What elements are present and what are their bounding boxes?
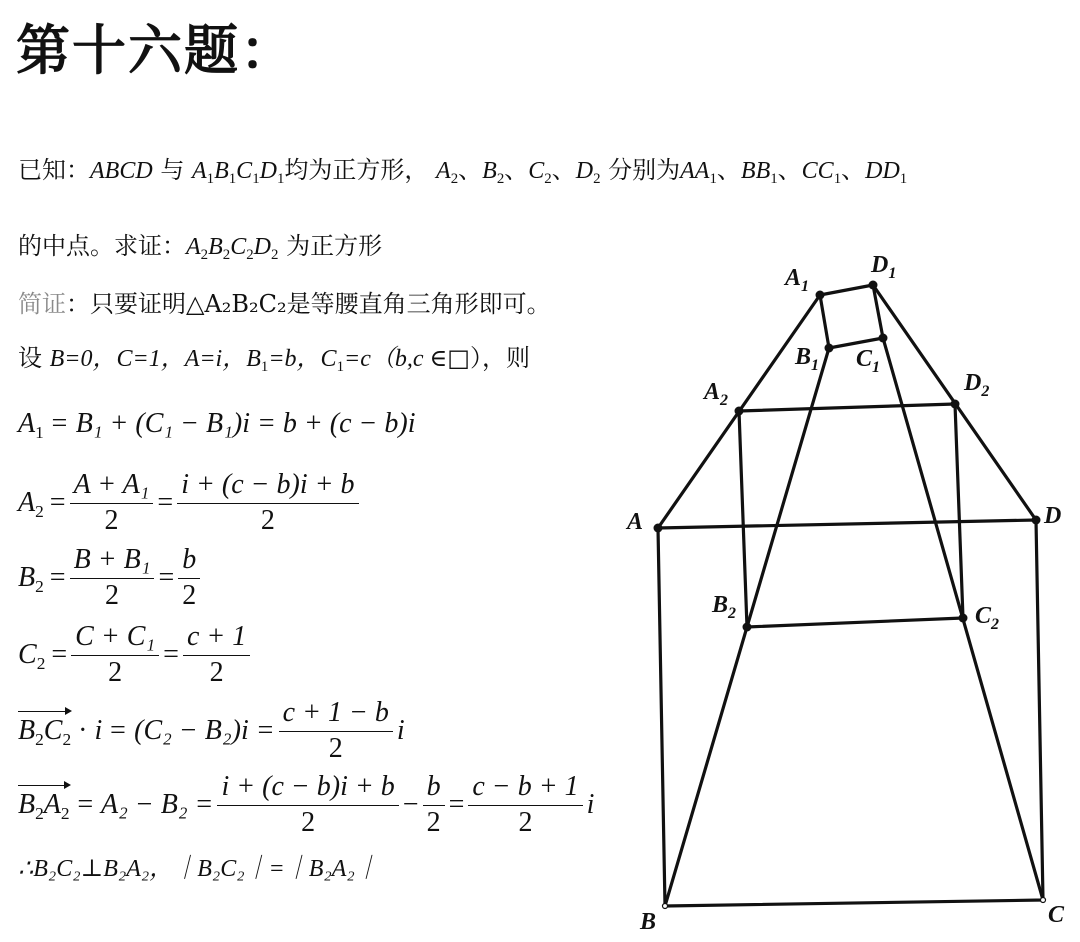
point-b2: [743, 623, 752, 632]
label-d1: $D_1$: [871, 252, 897, 282]
problem-line-1: 已知：ABCD 与 $A_1B_1C_1D_1$均为正方形， $A_2$、$B_2$、$C_2$、$D_2$ 分别为$AA_1$、$BB_1$、$CC_1$、$DD_1$: [18, 156, 908, 188]
square-abcd: [658, 520, 1043, 906]
equation-a2: $A_2$ = $\frac{\text{A + A₁}}{2}$ = $\frac{i + (c - b)i + b}{2}$: [18, 470, 363, 537]
point-a: [654, 524, 663, 533]
fraction: $\frac{i + (c - b)i + b}{2}$: [217, 772, 398, 839]
setup-b: B=0，: [49, 346, 117, 372]
problem-line-2: [18, 226, 383, 264]
label-b2: $B_2$: [712, 592, 737, 622]
fraction: $\frac{\text{B + B₁}}{2}$: [70, 545, 155, 612]
point-c2: [959, 614, 968, 623]
midpoint-list: $A_2$: [436, 158, 459, 188]
label-c1: $C_1$: [856, 346, 881, 376]
vector-b2c2: $B_2C_2$: [18, 715, 72, 750]
equation-a1: $A_1$ = B₁ + (C₁ − B₁)i = b + (c − b)i: [18, 408, 416, 443]
vector-b2a2: $B_2A_2$: [18, 789, 70, 824]
equation-b2: $B_2$ = $\frac{\text{B + B₁}}{2}$ = $\frac{b}{2}$: [18, 545, 204, 612]
equation-vector-b2c2: $B_2C_2$ · i = (C₂ − B₂)i = $\frac{c + 1 - b}{2}$ i: [18, 697, 405, 764]
a2b2c2d2-label: $A_2B_2C_2D_2$: [186, 234, 279, 264]
a1b1c1d1-label: $A_1B_1C_1D_1$: [191, 158, 285, 188]
label-a: A: [627, 509, 644, 535]
setup-prefix: 设: [18, 344, 42, 372]
point-c1: [879, 334, 888, 343]
equation-c2: $C_2$ = $\frac{\text{C + C₁}}{2}$ = $\frac{c + 1}{2}$: [18, 622, 254, 689]
fraction: $\frac{\text{A + A₁}}{2}$: [70, 470, 154, 537]
square-a2b2c2d2: [739, 404, 963, 627]
label-a1: $A_1$: [785, 265, 810, 295]
setup-b1: =b，: [268, 346, 321, 372]
setup-a: A=i，: [184, 346, 247, 372]
point-a2: [735, 407, 744, 416]
abcd-label: ABCD: [90, 158, 153, 184]
setup-bc-in: b,c ∈: [394, 346, 448, 372]
with-word: 与: [160, 156, 185, 184]
fraction: $\frac{c - b + 1}{2}$: [468, 772, 582, 839]
setup-line: 设 B=0，C=1，A=i，$B_1=b$，$C_1=c(b,c$ ∈□），则: [18, 344, 530, 376]
equation-vector-b2a2: $B_2A_2$ = A₂ − B₂ = $\frac{i + (c - b)i + b}{2}$ − $\frac{b}{2}$ = $\frac{c - b + 1}{2}$ i: [18, 771, 595, 838]
label-b: B: [640, 909, 657, 935]
proof-intro: [18, 284, 551, 319]
is-square-phrase: 为正方形: [286, 232, 383, 260]
label-c: C: [1048, 902, 1065, 928]
fraction: $\frac{c + 1 - b}{2}$: [279, 698, 393, 765]
page-title: 第十六题：: [16, 18, 296, 82]
geometry-figure: [600, 245, 1078, 940]
point-d1: [869, 281, 878, 290]
point-d2: [951, 400, 960, 409]
label-a2: $A_2$: [704, 379, 729, 409]
fraction: $\frac{c + 1}{2}$: [183, 622, 250, 689]
label-c2: $C_2$: [975, 603, 1000, 633]
point-b: [663, 904, 668, 909]
square-phrase: 均为正方形，: [284, 156, 429, 184]
proof-intro-text: ：只要证明△A₂B₂C₂是等腰直角三角形即可。: [66, 290, 551, 318]
label-b1: $B_1$: [795, 344, 820, 374]
point-d: [1032, 516, 1041, 525]
conclusion: ∴B₂C₂⊥B₂A₂，｜B₂C₂｜=｜B₂A₂｜: [18, 856, 379, 882]
point-c: [1041, 898, 1046, 903]
proof-label: 简证: [18, 290, 66, 318]
prove-prefix: 的中点。求证：: [18, 232, 186, 260]
label-d2: $D_2$: [964, 370, 990, 400]
point-a1: [816, 291, 825, 300]
fraction: $\frac{b}{2}$: [178, 545, 200, 612]
fraction: $\frac{b}{2}$: [423, 772, 445, 839]
fraction: $\frac{\text{C + C₁}}{2}$: [71, 622, 159, 689]
square-a1b1c1d1: [820, 285, 883, 348]
missing-glyph-box: □: [447, 344, 470, 372]
setup-then: ），则: [469, 344, 530, 372]
setup-c1: =c（: [344, 346, 395, 372]
point-b1: [825, 344, 834, 353]
fraction: $\frac{i + (c - b)i + b}{2}$: [177, 470, 358, 537]
midpoints-phrase: 分别为: [608, 156, 681, 184]
label-d: D: [1044, 503, 1062, 529]
setup-c: C=1，: [116, 346, 185, 372]
known-prefix: 已知：: [18, 156, 90, 184]
